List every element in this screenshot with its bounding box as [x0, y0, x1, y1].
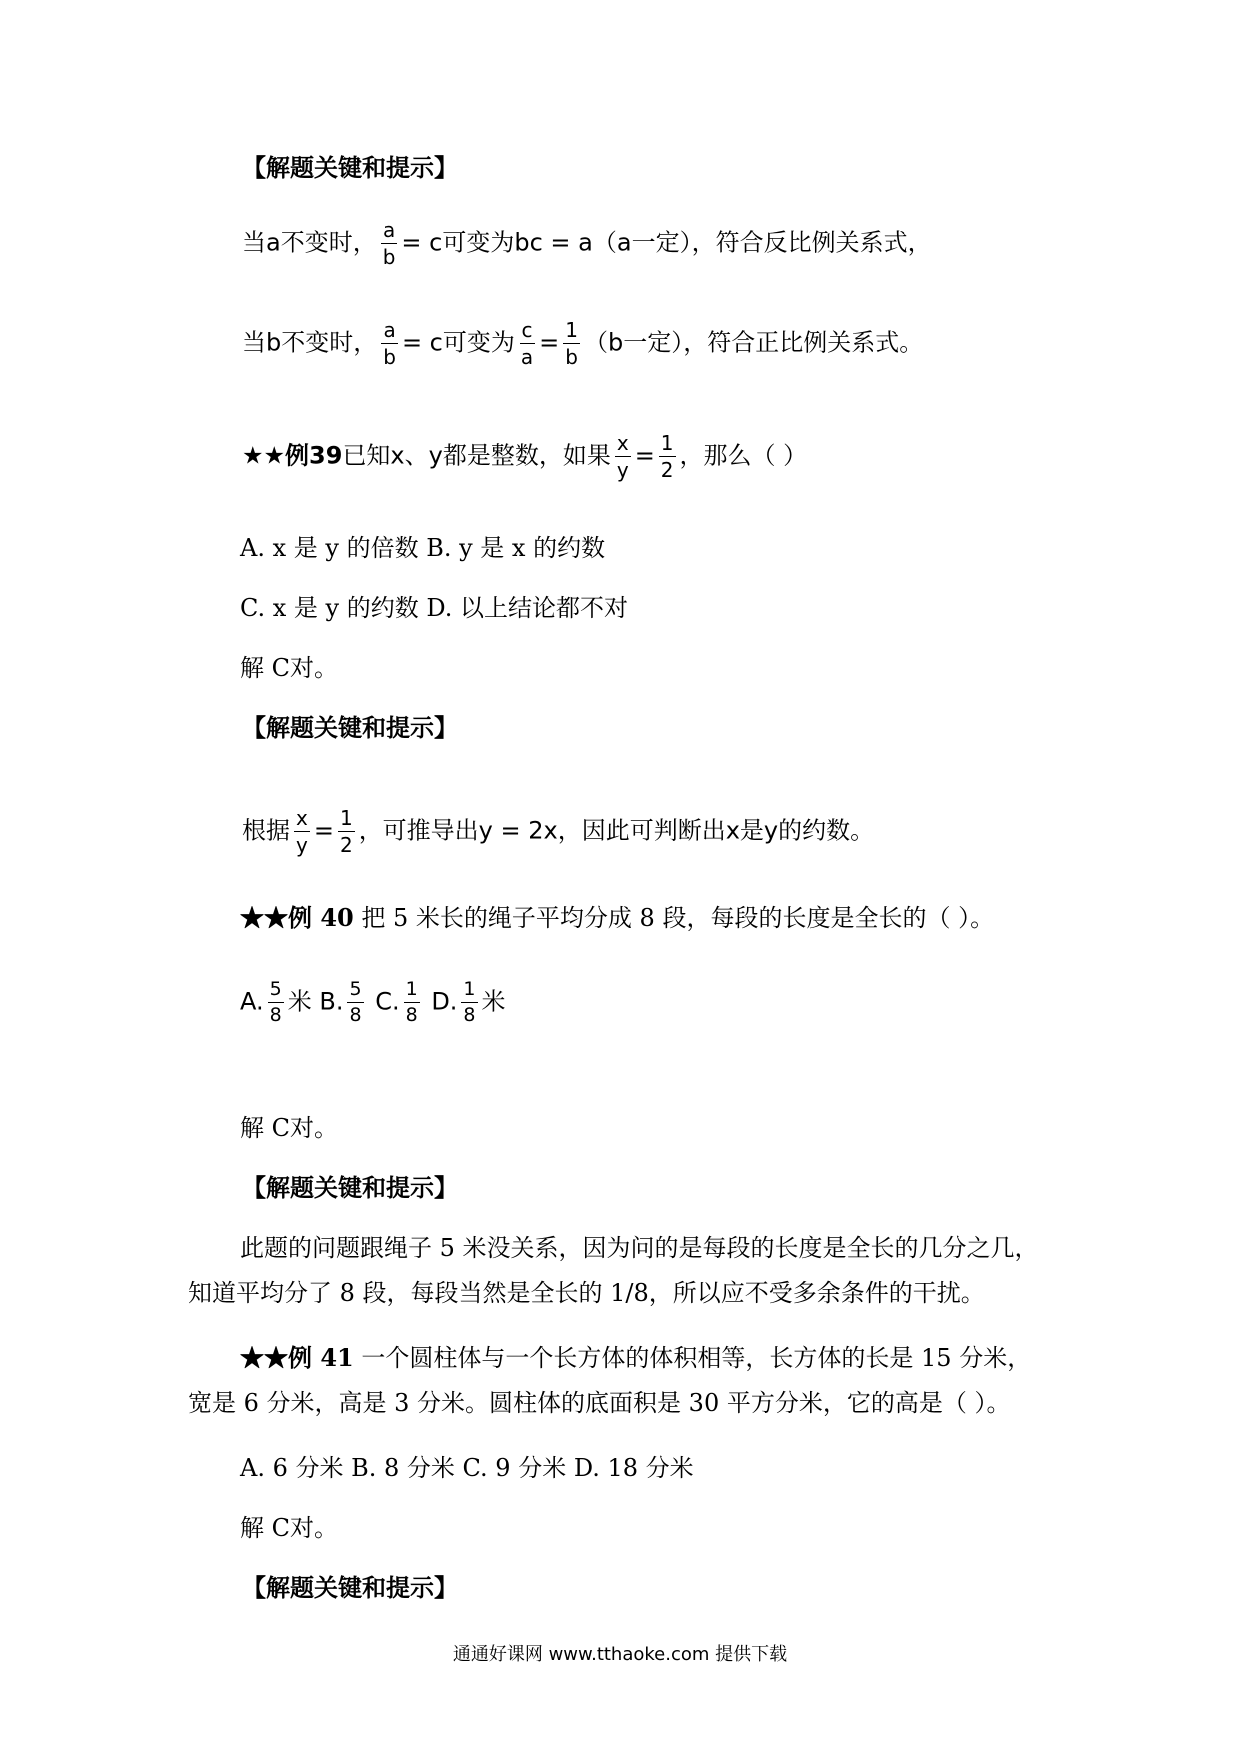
fraction [381, 320, 398, 367]
fraction-numerator: 5 [347, 980, 363, 1003]
fraction [294, 808, 310, 855]
fraction [659, 433, 676, 480]
fraction-numerator: x [296, 806, 308, 830]
page-footer: 通通好课网 www.tthaoke.com 提供下载 [452, 1644, 788, 1665]
option-label: A. [240, 987, 264, 1016]
example-39-hint [242, 808, 874, 855]
question-text: 把 5 米长的绳子平均分成 8 段，每段的长度是全长的（ ）。 [361, 904, 995, 932]
hint-text: 当b不变时， [242, 328, 378, 357]
hint-text: ，可推导出y = 2x，因此可判断出x是y的约数。 [358, 816, 875, 845]
equals-sign: = [313, 816, 334, 845]
fraction-denominator: a [520, 345, 534, 369]
example-40-answer: 解 C对。 [240, 1114, 338, 1142]
option-label: C. [375, 987, 400, 1016]
hint-heading: 【解题关键和提示】 [242, 1573, 458, 1602]
example-41-question-line-2: 宽是 6 分米，高是 3 分米。圆柱体的底面积是 30 平方分米，它的高是（ ）。 [188, 1389, 1011, 1417]
hint-text: 根据 [242, 816, 290, 845]
fraction [268, 980, 284, 1025]
example-39-answer: 解 C对。 [240, 654, 338, 682]
fraction-denominator: b [565, 345, 578, 369]
hint-formula-line-2 [242, 320, 923, 367]
example-40-options [240, 980, 506, 1025]
hint-formula-line-1 [242, 220, 932, 267]
fraction-denominator: 8 [269, 1004, 282, 1026]
fraction-numerator: a [382, 218, 396, 242]
fraction-denominator: 2 [339, 833, 353, 857]
fraction [563, 320, 580, 367]
fraction-numerator: 1 [404, 980, 420, 1003]
option-unit: 米 [287, 987, 312, 1016]
fraction-numerator: 1 [339, 806, 353, 830]
hint-heading: 【解题关键和提示】 [242, 1173, 458, 1202]
hint-text: （b一定），符合正比例关系式。 [583, 328, 924, 357]
example-title: ★★例39 [242, 441, 343, 470]
example-title: ★★例 41 [240, 1343, 354, 1372]
example-40-hint-line-1: 此题的问题跟绳子 5 米没关系，因为问的是每段的长度是全长的几分之几， [240, 1234, 1039, 1262]
equals-sign: = [539, 328, 560, 357]
example-40-question [240, 903, 994, 933]
fraction-numerator: 1 [660, 431, 674, 455]
fraction-denominator: y [296, 833, 308, 857]
hint-text: 当a不变时， [242, 228, 377, 257]
fraction-denominator: y [616, 458, 629, 482]
hint-text: = c可变为bc = a（a一定），符合反比例关系式， [401, 228, 932, 257]
fraction-numerator: 1 [461, 980, 477, 1003]
fraction-numerator: a [383, 318, 396, 342]
equals-sign: = [634, 441, 655, 470]
question-text: 一个圆柱体与一个长方体的体积相等，长方体的长是 15 分米， [353, 1344, 1032, 1372]
fraction [347, 980, 363, 1025]
option-label: D. [431, 987, 458, 1016]
option-label: B. [319, 987, 344, 1016]
example-39-options-1: A. x 是 y 的倍数 B. y 是 x 的约数 [240, 534, 606, 562]
fraction-numerator: 5 [268, 980, 284, 1003]
question-text: 已知x、y都是整数，如果 [342, 441, 611, 470]
fraction-denominator: b [383, 345, 396, 369]
fraction [338, 808, 355, 855]
hint-text: = c可变为 [401, 328, 515, 357]
fraction-numerator: x [616, 431, 629, 455]
fraction [461, 980, 477, 1025]
example-41-options: A. 6 分米 B. 8 分米 C. 9 分米 D. 18 分米 [240, 1454, 694, 1482]
fraction-denominator: b [382, 245, 396, 269]
fraction [519, 320, 535, 367]
example-39-question [242, 433, 807, 480]
fraction-denominator: 2 [660, 458, 674, 482]
fraction-numerator: c [521, 318, 533, 342]
fraction-denominator: 8 [405, 1004, 418, 1026]
example-41-answer: 解 C对。 [240, 1514, 338, 1542]
hint-heading: 【解题关键和提示】 [242, 153, 458, 182]
question-text: ，那么（ ） [679, 441, 808, 470]
fraction-denominator: 8 [349, 1004, 362, 1026]
example-39-options-2: C. x 是 y 的约数 D. 以上结论都不对 [240, 594, 629, 622]
example-41-question-line-1 [240, 1343, 1031, 1373]
fraction-numerator: 1 [565, 318, 578, 342]
fraction-denominator: 8 [463, 1004, 476, 1026]
example-title: ★★例 40 [240, 903, 354, 932]
example-40-hint-line-2: 知道平均分了 8 段，每段当然是全长的 1/8，所以应不受多余条件的干扰。 [188, 1279, 985, 1307]
fraction [381, 220, 398, 267]
fraction [615, 433, 631, 480]
hint-heading: 【解题关键和提示】 [242, 713, 458, 742]
fraction [404, 980, 420, 1025]
option-unit: 米 [481, 987, 506, 1016]
